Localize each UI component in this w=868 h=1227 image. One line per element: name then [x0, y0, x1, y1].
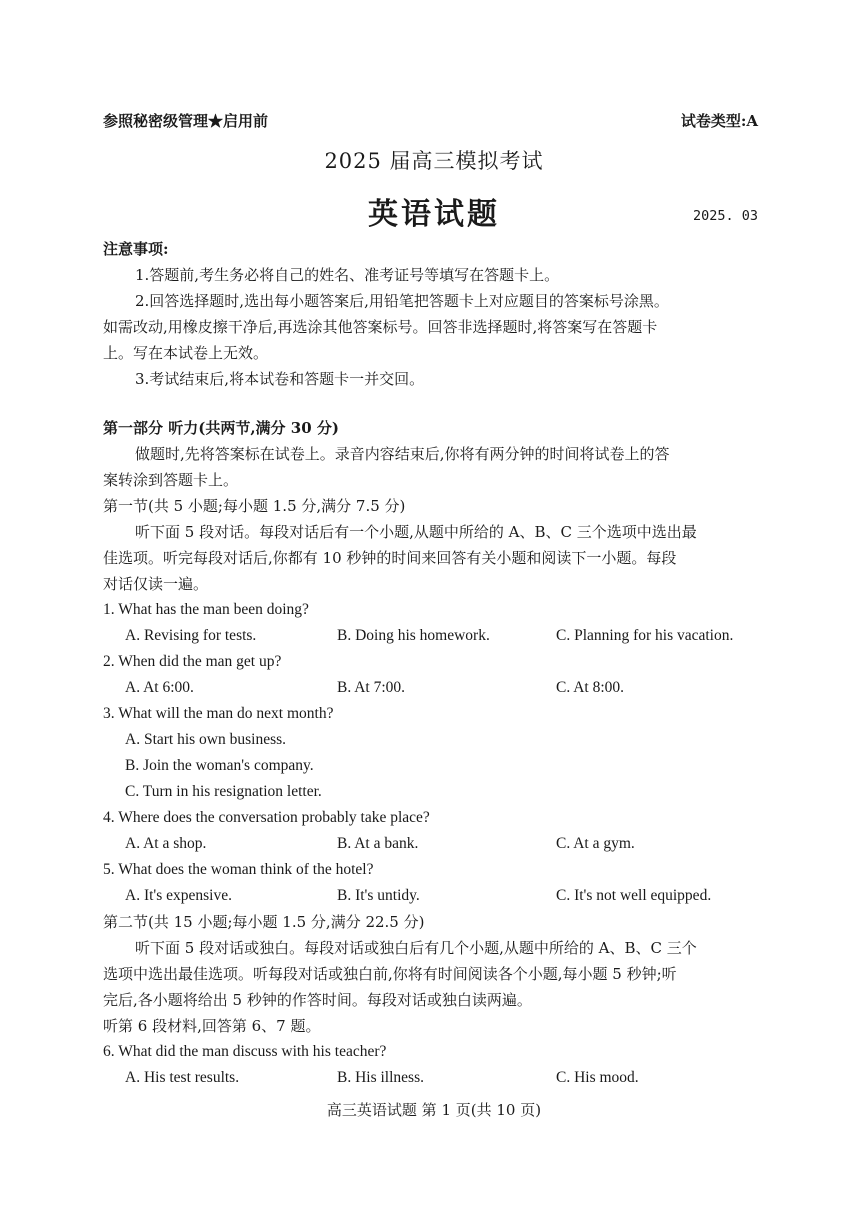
question-5-options	[103, 883, 758, 909]
option-c: C. His mood.	[556, 1069, 639, 1086]
option-b: B. At a bank.	[337, 835, 419, 852]
question-1-options	[103, 623, 758, 649]
page-footer: 高三英语试题 第 1 页(共 10 页)	[326, 1101, 542, 1119]
option-a: A. Revising for tests.	[125, 627, 257, 644]
part-one-intro-line-1: 做题时,先将答案标在试卷上。录音内容结束后,你将有两分钟的时间将试卷上的答	[135, 445, 670, 463]
notice-item-1: 1.答题前,考生务必将自己的姓名、准考证号等填写在答题卡上。	[135, 266, 560, 284]
material-6-instruction: 听第 6 段材料,回答第 6、7 题。	[103, 1017, 321, 1035]
section-one-heading: 第一节(共 5 小题;每小题 1.5 分,满分 7.5 分)	[103, 497, 406, 515]
notice-item-3: 3.考试结束后,将本试卷和答题卡一并交回。	[135, 370, 425, 388]
notice-item-2-line-2: 如需改动,用橡皮擦干净后,再选涂其他答案标号。回答非选择题时,将答案写在答题卡	[103, 318, 658, 336]
option-b: B. Doing his homework.	[337, 627, 490, 644]
option-b: B. It's untidy.	[337, 887, 420, 904]
paper-type-label: 试卷类型:A	[680, 112, 758, 130]
option-a: A. It's expensive.	[125, 887, 232, 904]
part-one-intro-line-2: 案转涂到答题卡上。	[103, 471, 239, 489]
exam-date: 2025. 03	[692, 208, 758, 224]
question-6: 6. What did the man discuss with his teacher?	[103, 1043, 387, 1060]
confidentiality-label: 参照秘密级管理★启用前	[103, 112, 269, 130]
notice-item-2-line-3: 上。写在本试卷上无效。	[103, 344, 269, 362]
subject-title: 英语试题	[368, 197, 500, 232]
part-one-heading: 第一部分 听力(共两节,满分 30 分)	[103, 419, 339, 437]
notice-section	[103, 236, 758, 392]
question-2: 2. When did the man get up?	[103, 653, 282, 670]
option-c: C. At 8:00.	[556, 679, 625, 696]
option-a: A. At a shop.	[125, 835, 207, 852]
section-one-intro-line-2: 佳选项。听完每段对话后,你都有 10 秒钟的时间来回答有关小题和阅读下一小题。每段	[103, 549, 677, 567]
option-c: C. At a gym.	[556, 835, 635, 852]
section-two-heading: 第二节(共 15 小题;每小题 1.5 分,满分 22.5 分)	[103, 913, 425, 931]
section-two-intro-line-1: 听下面 5 段对话或独白。每段对话或独白后有几个小题,从题中所给的 A、B、C 三个	[135, 939, 697, 957]
option-a: A. Start his own business.	[125, 731, 287, 748]
question-6-options	[103, 1065, 758, 1091]
option-b: B. His illness.	[337, 1069, 424, 1086]
part-one-section	[103, 415, 758, 1091]
section-two-intro-line-3: 完后,各小题将给出 5 秒钟的作答时间。每段对话或独白读两遍。	[103, 991, 532, 1009]
notice-item-2-line-1: 2.回答选择题时,选出每小题答案后,用铅笔把答题卡上对应题目的答案标号涂黑。	[135, 292, 669, 310]
option-c: C. Turn in his resignation letter.	[125, 783, 322, 800]
question-1: 1. What has the man been doing?	[103, 601, 309, 618]
question-2-options	[103, 675, 758, 701]
option-b: B. At 7:00.	[337, 679, 406, 696]
section-one-intro-line-3: 对话仅读一遍。	[103, 575, 209, 593]
question-4-options	[103, 831, 758, 857]
section-two-intro-line-2: 选项中选出最佳选项。听每段对话或独白前,你将有时间阅读各个小题,每小题 5 秒钟;听	[103, 965, 677, 983]
option-b: B. Join the woman's company.	[125, 757, 314, 774]
option-a: A. His test results.	[125, 1069, 240, 1086]
section-one-intro-line-1: 听下面 5 段对话。每段对话后有一个小题,从题中所给的 A、B、C 三个选项中选出最	[135, 523, 697, 541]
question-4: 4. Where does the conversation probably take place?	[103, 809, 430, 826]
option-a: A. At 6:00.	[125, 679, 194, 696]
question-5: 5. What does the woman think of the hotel?	[103, 861, 374, 878]
question-3: 3. What will the man do next month?	[103, 705, 334, 722]
notice-heading: 注意事项:	[103, 240, 169, 258]
exam-title: 2025 届高三模拟考试	[324, 149, 544, 173]
option-c: C. Planning for his vacation.	[556, 627, 734, 644]
option-c: C. It's not well equipped.	[556, 887, 712, 904]
